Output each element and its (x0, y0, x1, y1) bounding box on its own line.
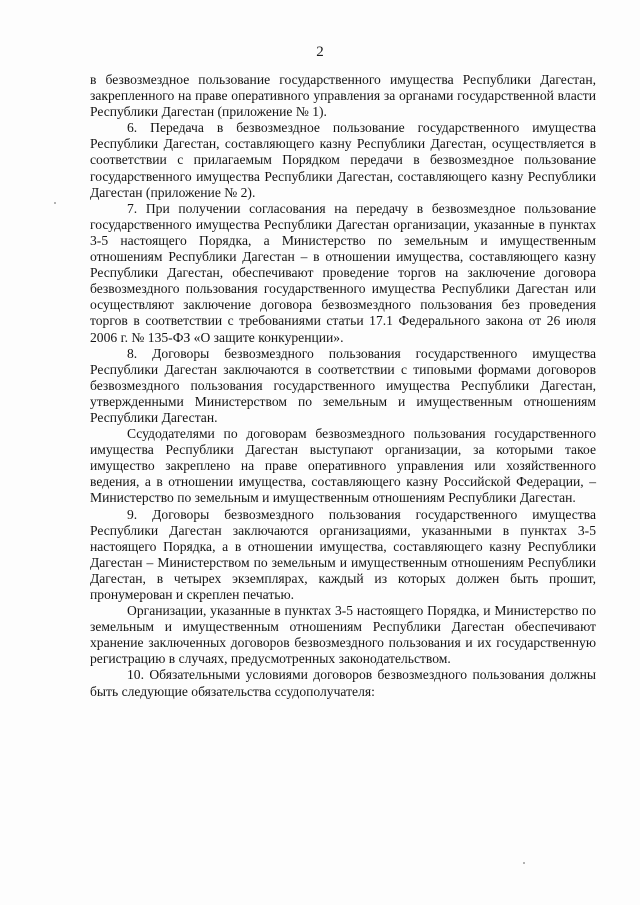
paragraph-organizations: Организации, указанные в пунктах 3-5 настоящего Порядка, и Министерство по земельным и имущественным отношениям Республики Дагестан обеспечивают хранение заключенных договоров безвозмездного пользования и их государственную регистрацию в случаях, предусмотренных законодательством. (90, 603, 596, 667)
paragraph-item-10: 10. Обязательными условиями договоров безвозмездного пользования должны быть следующие обязательства ссудополучателя: (90, 667, 596, 699)
document-body (90, 72, 596, 700)
paragraph-continuation: в безвозмездное пользование государственного имущества Республики Дагестан, закрепленного на праве оперативного управления за органами государственной власти Республики Дагестан (приложение № 1). (90, 72, 596, 120)
page-number: 2 (316, 44, 324, 60)
paragraph-item-6: 6. Передача в безвозмездное пользование государственного имущества Республики Дагестан, составляющего казну Республики Дагестан, осуществляется в соответствии с прилагаемым Порядком передачи в безвозмездное пользование государственного имущества Республики Дагестан, составляющего казну Республики Дагестан (приложение № 2). (90, 120, 596, 200)
paragraph-item-8: 8. Договоры безвозмездного пользования государственного имущества Республики Дагестан заключаются в соответствии с типовыми формами договоров безвозмездного пользования государственного имущества Республики Дагестан, утвержденными Министерством по земельным и имущественным отношениям Республики Дагестан. (90, 345, 596, 425)
paragraph-item-9: 9. Договоры безвозмездного пользования государственного имущества Республики Дагестан заключаются организациями, указанными в пунктах 3-5 настоящего Порядка, а в отношении имущества, составляющего казну Республики Дагестан – Министерством по земельным и имущественным отношениям Республики Дагестан, в четырех экземплярах, каждый из которых должен быть прошит, пронумерован и скреплен печатью. (90, 506, 596, 602)
paragraph-lenders: Ссудодателями по договорам безвозмездного пользования государственного имущества Республики Дагестан выступают организации, за которыми такое имущество закреплено на праве оперативного управления или хозяйственного ведения, а в отношении имущества, составляющего казну Российской Федерации, – Министерство по земельным и имущественным отношениям Республики Дагестан. (90, 426, 596, 506)
paragraph-item-7: 7. При получении согласования на передачу в безвозмездное пользование государственного имущества Республики Дагестан организации, указанные в пунктах 3-5 настоящего Порядка, а Министерство по земельным и имущественным отношениям Республики Дагестан – в отношении имущества, составляющего казну Республики Дагестан, обеспечивают проведение торгов на заключение договора безвозмездного пользования государственного имущества Республики Дагестан или осуществляют заключение договора безвозмездного пользования без проведения торгов в соответствии с требованиями статьи 17.1 Федерального закона от 26 июля 2006 г. № 135-ФЗ «О защите конкуренции». (90, 200, 596, 345)
scan-speck (54, 202, 56, 204)
scan-speck (523, 862, 525, 864)
